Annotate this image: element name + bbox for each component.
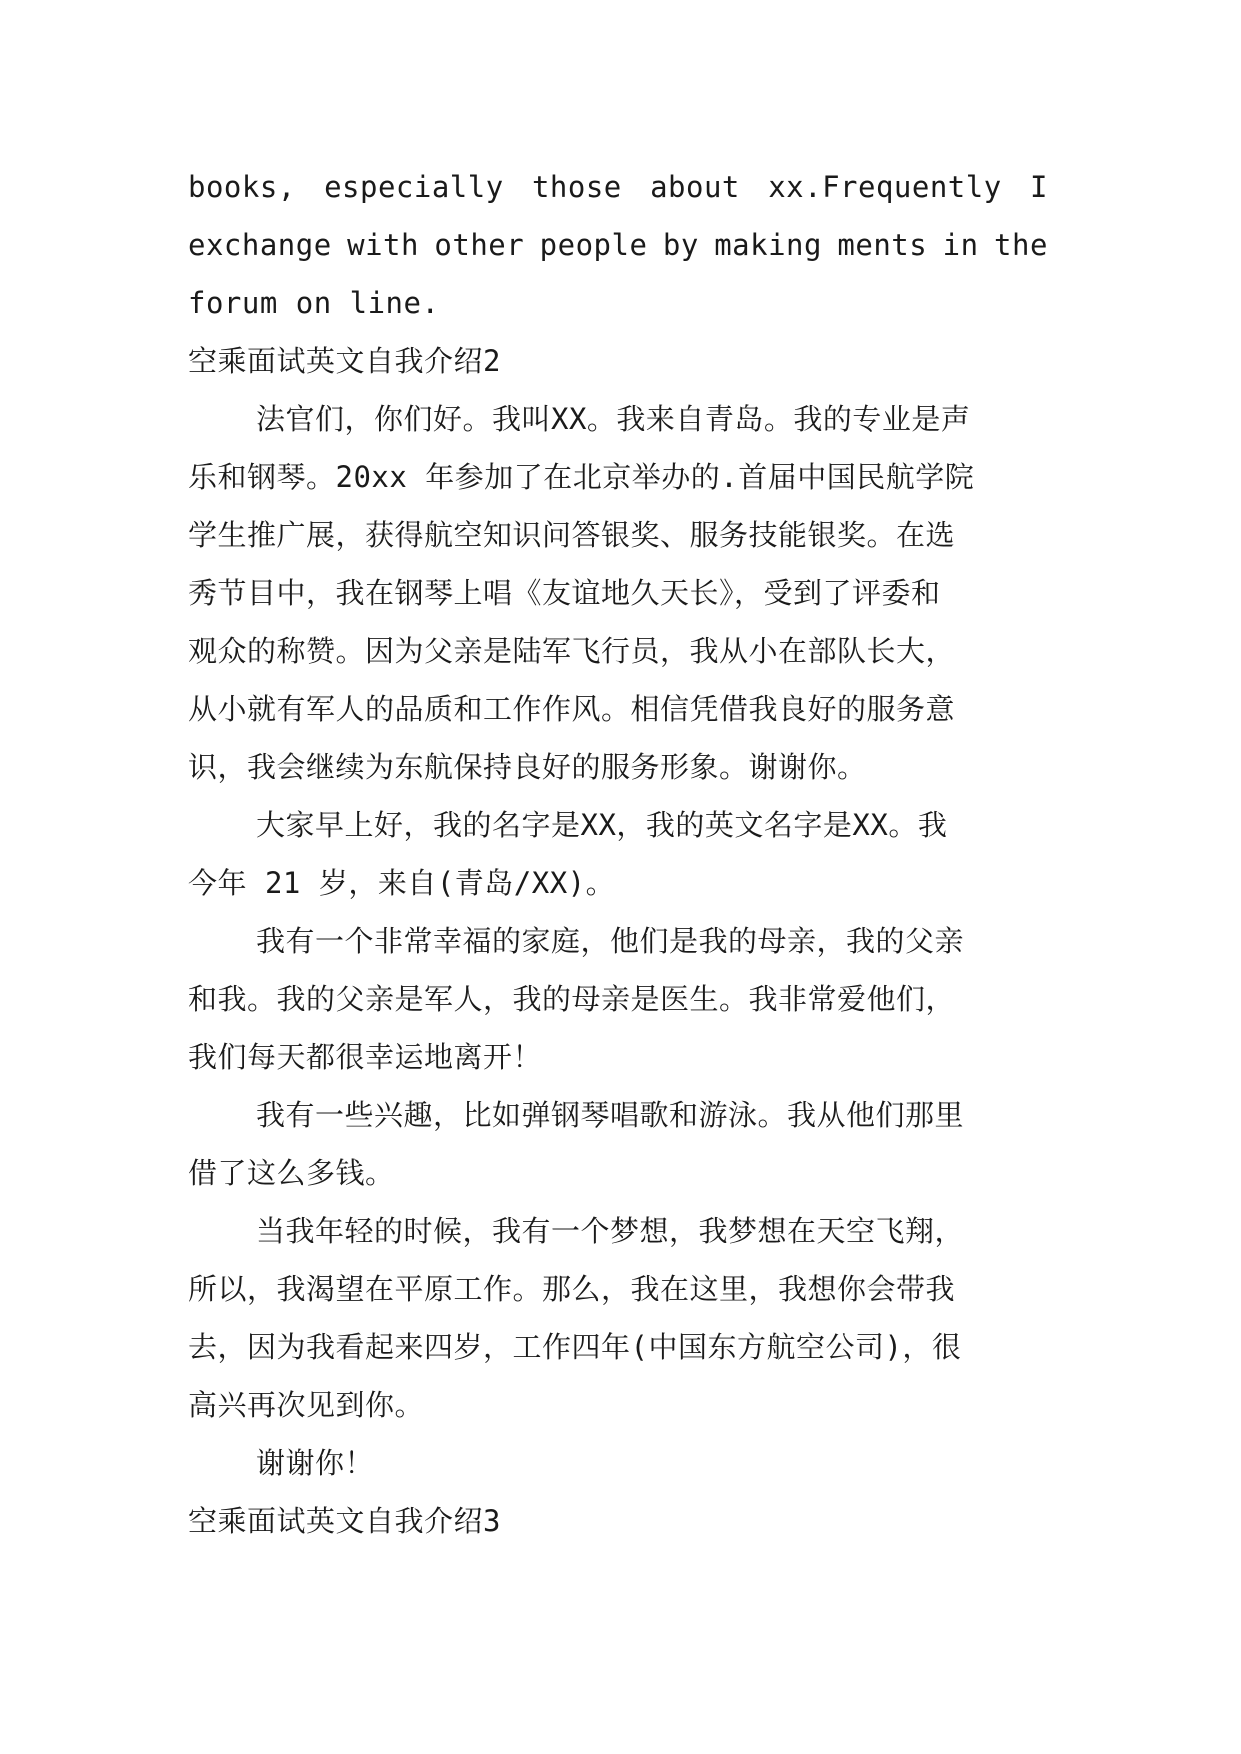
word: in: [942, 228, 979, 262]
paragraph-line: 从小就有军人的品质和工作作风。相信凭借我良好的服务意: [188, 692, 956, 726]
word: exchange: [188, 228, 332, 262]
word: books,: [188, 170, 296, 204]
word: by: [662, 228, 699, 262]
word: with: [347, 228, 419, 262]
word: about: [650, 170, 740, 204]
paragraph-line: 高兴再次见到你。: [188, 1388, 425, 1422]
paragraph-line: 我有一个非常幸福的家庭，他们是我的母亲，我的父亲: [256, 924, 965, 958]
word: other: [434, 228, 525, 262]
paragraph-line: 我们每天都很幸运地离开！: [188, 1040, 543, 1074]
document-page: [188, 158, 1048, 1550]
paragraph-line: 学生推广展，获得航空知识问答银奖、服务技能银奖。在选: [188, 518, 956, 552]
intro-line-3: forum on line.: [188, 286, 440, 320]
word: especially: [324, 170, 504, 204]
paragraph-line: 去，因为我看起来四岁，工作四年(中国东方航空公司)，很: [188, 1330, 962, 1364]
word: people: [539, 228, 648, 262]
intro-line-2: [188, 216, 1048, 274]
word: ments: [837, 228, 928, 262]
section-2-heading: 空乘面试英文自我介绍2: [188, 344, 501, 378]
paragraph-line: 我有一些兴趣，比如弹钢琴唱歌和游泳。我从他们那里: [256, 1098, 965, 1132]
paragraph-line: 乐和钢琴。20xx 年参加了在北京举办的.首届中国民航学院: [188, 460, 975, 494]
word: the: [994, 228, 1048, 262]
paragraph-line: 今年 21 岁，来自(青岛/XX)。: [188, 866, 616, 900]
word: xx.Frequently: [768, 170, 1002, 204]
intro-line-1: [188, 158, 1048, 216]
paragraph-line: 大家早上好，我的名字是XX，我的英文名字是XX。我: [256, 808, 948, 842]
section-3-heading: 空乘面试英文自我介绍3: [188, 1504, 501, 1538]
paragraph-line: 秀节目中，我在钢琴上唱《友谊地久天长》，受到了评委和: [188, 576, 941, 610]
word: I: [1029, 170, 1048, 204]
paragraph-line: 法官们，你们好。我叫XX。我来自青岛。我的专业是声: [256, 402, 971, 436]
word: those: [531, 170, 622, 204]
paragraph-line: 识，我会继续为东航保持良好的服务形象。谢谢你。: [188, 750, 867, 784]
paragraph-line: 和我。我的父亲是军人，我的母亲是医生。我非常爱他们，: [188, 982, 956, 1016]
paragraph-line: 当我年轻的时候，我有一个梦想，我梦想在天空飞翔，: [256, 1214, 965, 1248]
paragraph-line: 观众的称赞。因为父亲是陆军飞行员，我从小在部队长大，: [188, 634, 956, 668]
paragraph-line: 借了这么多钱。: [188, 1156, 395, 1190]
paragraph-line: 所以，我渴望在平原工作。那么，我在这里，我想你会带我: [188, 1272, 956, 1306]
paragraph-line: 谢谢你！: [256, 1446, 375, 1480]
word: making: [714, 228, 822, 262]
